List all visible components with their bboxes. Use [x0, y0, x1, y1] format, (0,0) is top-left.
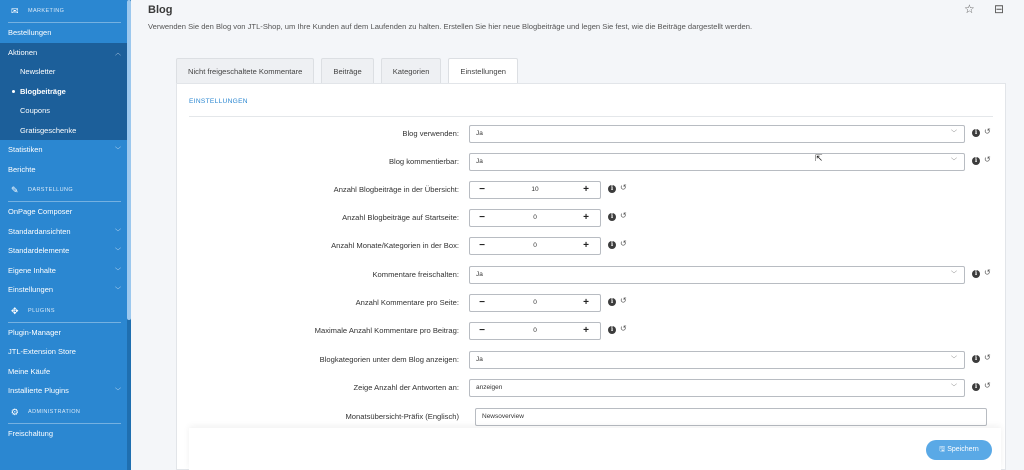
sidebar-section-administration: ⚙ ADMINISTRATION [10, 406, 81, 417]
reset-icon[interactable]: ↺ [984, 353, 991, 362]
section-heading: EINSTELLUNGEN [189, 98, 248, 105]
decrement-button[interactable]: − [479, 297, 485, 308]
settings-card [176, 83, 1006, 470]
setting-label: Maximale Anzahl Kommentare pro Beitrag: [314, 326, 459, 335]
sidebar-item-standardansichten[interactable]: Standardansichten ﹀ [8, 226, 121, 236]
reset-icon[interactable]: ↺ [984, 127, 991, 136]
sidebar-section-darstellung: ✎ DARSTELLUNG [11, 185, 74, 195]
blogkategorien-anzeigen-select[interactable]: Ja ﹀ [469, 351, 965, 369]
setting-row [177, 181, 1007, 199]
tab-einstellungen[interactable]: Einstellungen [448, 58, 518, 84]
chevron-down-icon: ﹀ [114, 389, 121, 396]
increment-button[interactable]: + [583, 325, 589, 336]
decrement-button[interactable]: − [479, 212, 485, 223]
kommentare-pro-seite-stepper [469, 294, 601, 312]
sidebar-item-plugin-manager[interactable]: Plugin-Manager [8, 327, 61, 337]
sidebar-item-bestellungen[interactable]: Bestellungen [8, 28, 52, 38]
sidebar-item-blogbeitraege[interactable]: Blogbeiträge [0, 82, 131, 102]
reset-icon[interactable]: ↺ [984, 381, 991, 390]
reset-icon[interactable]: ↺ [984, 155, 991, 164]
reset-icon[interactable]: ↺ [620, 211, 627, 220]
star-icon[interactable]: ☆ [964, 2, 975, 16]
increment-button[interactable]: + [583, 212, 589, 223]
sidebar-item-jtl-extension-store[interactable]: JTL-Extension Store [8, 347, 76, 357]
chevron-down-icon: ﹀ [114, 268, 121, 275]
tab-kategorien[interactable]: Kategorien [381, 58, 442, 83]
stepper-value[interactable]: 10 [531, 186, 539, 193]
setting-label: Blogkategorien unter dem Blog anzeigen: [319, 355, 459, 364]
save-bar [189, 428, 1001, 470]
chevron-down-icon: ﹀ [114, 249, 121, 256]
sidebar-item-freischaltung[interactable]: Freischaltung [8, 428, 54, 438]
anzahl-antworten-select[interactable]: anzeigen ﹀ [469, 379, 965, 397]
increment-button[interactable]: + [583, 297, 589, 308]
info-icon[interactable]: i [972, 383, 980, 391]
reset-icon[interactable]: ↺ [620, 296, 627, 305]
decrement-button[interactable]: − [479, 325, 485, 336]
setting-row [177, 294, 1007, 312]
decrement-button[interactable]: − [479, 184, 485, 195]
setting-label: Anzahl Monate/Kategorien in der Box: [331, 241, 459, 250]
mouse-cursor-icon: ⇱ [815, 153, 823, 163]
setting-label: Anzahl Blogbeiträge in der Übersicht: [333, 185, 459, 194]
max-kommentare-pro-beitrag-stepper [469, 322, 601, 340]
info-icon[interactable]: i [972, 129, 980, 137]
setting-row [177, 209, 1007, 227]
sidebar-scrollbar-thumb[interactable] [127, 0, 131, 320]
setting-row [177, 237, 1007, 255]
kommentare-freischalten-select[interactable]: Ja ﹀ [469, 266, 965, 284]
reset-icon[interactable]: ↺ [620, 183, 627, 192]
sidebar-item-berichte[interactable]: Berichte [8, 164, 36, 174]
chevron-down-icon: ﹀ [114, 288, 121, 295]
info-icon[interactable]: i [972, 157, 980, 165]
page-description: Verwenden Sie den Blog von JTL-Shop, um Ihre Kunden auf dem Laufenden zu halten. Erstellen Sie hier neue Blogbeiträge und legen Sie fest, wie die Beiträge dargestellt werden. [148, 22, 753, 31]
brush-icon: ✎ [11, 185, 19, 195]
sidebar-item-onpage-composer[interactable]: OnPage Composer [8, 207, 73, 217]
info-icon[interactable]: i [608, 241, 616, 249]
setting-label: Anzahl Kommentare pro Seite: [355, 298, 459, 307]
stepper-value[interactable]: 0 [533, 299, 537, 306]
chevron-down-icon: ﹀ [114, 229, 121, 236]
setting-label: Kommentare freischalten: [372, 270, 459, 279]
stepper-value[interactable]: 0 [533, 214, 537, 221]
tab-beitraege[interactable]: Beiträge [321, 58, 373, 83]
active-bullet-icon [12, 90, 15, 93]
stepper-value[interactable]: 0 [533, 242, 537, 249]
sidebar-item-einstellungen[interactable]: Einstellungen ﹀ [8, 285, 121, 295]
sidebar-section-marketing: ✉ MARKETING [11, 6, 65, 16]
increment-button[interactable]: + [583, 240, 589, 251]
reset-icon[interactable]: ↺ [620, 324, 627, 333]
monatsuebersicht-praefix-input[interactable]: Newsoverview [475, 408, 987, 426]
sidebar-item-installierte-plugins[interactable]: Installierte Plugins ﹀ [8, 386, 121, 396]
info-icon[interactable]: i [608, 298, 616, 306]
save-button[interactable]: 🖫 Speichern [926, 440, 992, 460]
sidebar-item-aktionen[interactable]: Aktionen ︿ [0, 43, 131, 63]
setting-row [177, 379, 1007, 397]
sidebar-item-coupons[interactable]: Coupons [0, 101, 131, 121]
info-icon[interactable]: i [608, 185, 616, 193]
divider [189, 116, 993, 117]
puzzle-icon: ✥ [11, 305, 19, 316]
setting-label: Zeige Anzahl der Antworten an: [353, 383, 459, 392]
monate-kategorien-box-stepper [469, 237, 601, 255]
marketing-icon: ✉ [11, 6, 19, 16]
blog-verwenden-select[interactable]: Ja ﹀ [469, 125, 965, 143]
chevron-down-icon: ﹀ [950, 159, 957, 165]
sidebar-item-standardelemente[interactable]: Standardelemente ﹀ [8, 246, 121, 256]
gear-icon: ⚙ [10, 406, 20, 417]
page-title: Blog [148, 4, 173, 16]
setting-label: Blog kommentierbar: [388, 157, 459, 166]
chevron-down-icon: ﹀ [950, 272, 957, 278]
info-icon[interactable]: i [972, 355, 980, 363]
reset-icon[interactable]: ↺ [984, 268, 991, 277]
setting-row [177, 153, 1007, 171]
info-icon[interactable]: i [608, 326, 616, 334]
increment-button[interactable]: + [583, 184, 589, 195]
sidebar-item-newsletter[interactable]: Newsletter [0, 62, 131, 82]
blogbeitraege-uebersicht-stepper [469, 181, 601, 199]
stepper-value[interactable]: 0 [533, 327, 537, 334]
sidebar [0, 0, 131, 470]
blogbeitraege-startseite-stepper [469, 209, 601, 227]
chevron-up-icon: ︿ [114, 50, 121, 57]
setting-label: Anzahl Blogbeiträge auf Startseite: [342, 213, 459, 222]
setting-row [177, 351, 1007, 369]
reset-icon[interactable]: ↺ [620, 239, 627, 248]
chevron-down-icon: ﹀ [950, 131, 957, 137]
info-icon[interactable]: i [608, 213, 616, 221]
blog-kommentierbar-select[interactable]: Ja ﹀ [469, 153, 965, 171]
tab-bar [176, 58, 525, 84]
setting-row [177, 322, 1007, 340]
chevron-down-icon: ﹀ [950, 357, 957, 363]
setting-row [177, 266, 1007, 284]
sidebar-item-meine-kaeufe[interactable]: Meine Käufe [8, 366, 51, 376]
chevron-down-icon: ﹀ [114, 148, 121, 155]
chevron-down-icon: ﹀ [950, 385, 957, 391]
decrement-button[interactable]: − [479, 240, 485, 251]
sidebar-section-plugins: ✥ PLUGINS [11, 305, 55, 316]
info-icon[interactable]: i [972, 270, 980, 278]
bookmark-icon[interactable]: ⊟ [994, 2, 1005, 16]
sidebar-item-statistiken[interactable]: Statistiken ﹀ [8, 145, 121, 155]
sidebar-item-eigene-inhalte[interactable]: Eigene Inhalte ﹀ [8, 265, 121, 275]
setting-label: Monatsübersicht-Präfix (Englisch) [345, 412, 459, 421]
setting-label: Blog verwenden: [402, 129, 459, 138]
sidebar-item-gratisgeschenke[interactable]: Gratisgeschenke [0, 121, 131, 141]
setting-row [177, 408, 1007, 426]
tab-nicht-freigeschaltete-kommentare[interactable]: Nicht freigeschaltete Kommentare [176, 58, 314, 83]
setting-row [177, 125, 1007, 143]
